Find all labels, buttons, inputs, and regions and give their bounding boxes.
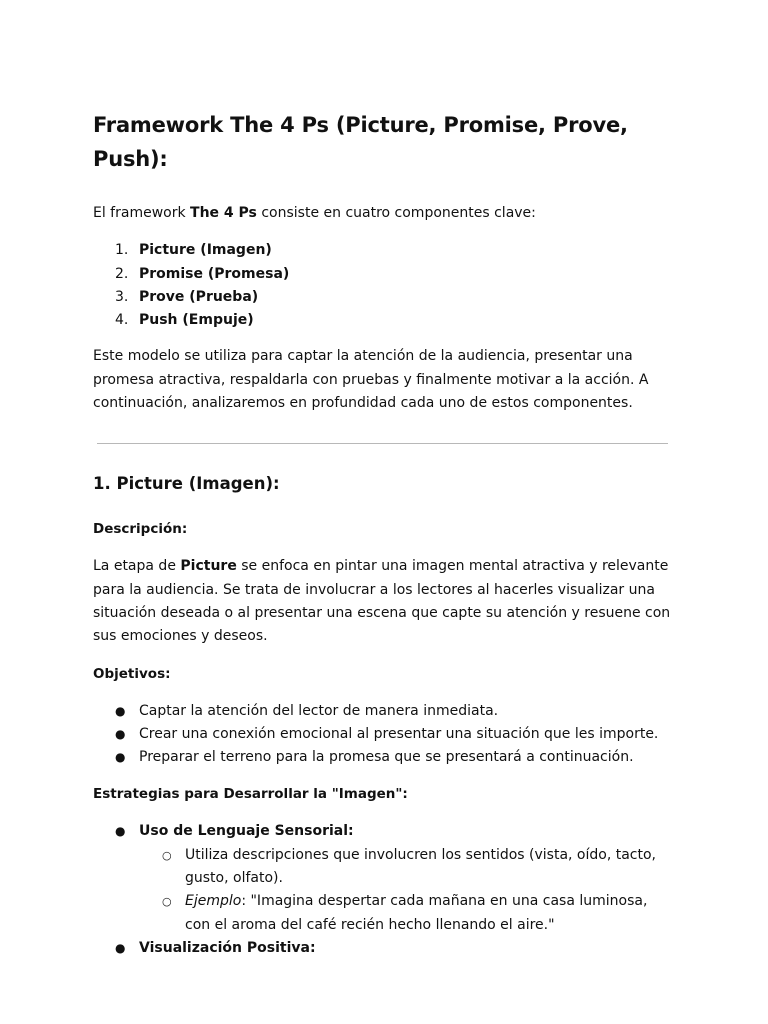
components-list: [93, 239, 672, 332]
component-label: Picture (Imagen): [139, 242, 272, 259]
section-heading: 1. Picture (Imagen):: [93, 474, 280, 494]
component-number: 1.: [115, 242, 129, 259]
component-item: [93, 286, 672, 309]
bullet-icon: ●: [115, 726, 126, 741]
strategy-label: Visualización Positiva:: [139, 939, 316, 956]
description-suffix: se enfoca en pintar una imagen mental atractiva y relevante para la audiencia. Se trata de involucrar a los lectores al hacerles visualizar una situación deseada o al presentar una escena que capte su atención y resuene con sus emociones y deseos.: [93, 558, 671, 645]
subitem-text: Utiliza descripciones que involucren los sentidos (vista, oído, tacto, gusto, olfato).: [185, 846, 657, 887]
component-label: Prove (Prueba): [139, 288, 259, 305]
strategy-label: Uso de Lenguaje Sensorial:: [139, 823, 354, 840]
bullet-icon: ●: [115, 750, 126, 765]
document-title: Framework The 4 Ps (Picture, Promise, Prove, Push):: [93, 113, 628, 171]
strategies-label: Estrategias para Desarrollar la "Imagen":: [93, 786, 408, 803]
objective-item: [93, 723, 672, 746]
intro-suffix: consiste en cuatro componentes clave:: [256, 205, 536, 221]
component-number: 2.: [115, 265, 129, 282]
subitem-text: : "Imagina despertar cada mañana en una casa luminosa, con el aroma del café recién hecho llenando el aire.": [185, 893, 648, 933]
objective-text: Crear una conexión emocional al presentar una situación que les importe.: [139, 725, 659, 742]
strategy-subitem: [139, 844, 672, 891]
strategy-sublist: [139, 844, 672, 937]
description-paragraph: [93, 555, 672, 648]
summary-paragraph: Este modelo se utiliza para captar la atención de la audiencia, presentar una promesa atractiva, respaldarla con pruebas y finalmente motivar a la acción. A continuación, analizaremos en profundidad cada uno de estos componentes.: [93, 348, 649, 412]
strategies-list: [93, 820, 672, 960]
objective-item: [93, 700, 672, 723]
intro-paragraph: [93, 202, 672, 225]
strategy-subitem: [139, 890, 672, 937]
component-label: Promise (Promesa): [139, 265, 290, 282]
section-divider: [97, 443, 668, 444]
component-number: 4.: [115, 312, 129, 329]
description-bold: Picture: [180, 558, 237, 575]
component-number: 3.: [115, 288, 129, 305]
description-prefix: La etapa de: [93, 558, 181, 575]
strategy-item: [93, 937, 672, 960]
intro-bold: The 4 Ps: [190, 205, 257, 221]
objective-text: Preparar el terreno para la promesa que se presentará a continuación.: [139, 749, 634, 766]
component-item: [93, 239, 672, 262]
objectives-label: Objetivos:: [93, 665, 171, 682]
bullet-icon: ●: [115, 824, 126, 839]
circle-bullet-icon: ○: [162, 848, 172, 862]
circle-bullet-icon: ○: [162, 895, 172, 909]
description-label: Descripción:: [93, 521, 188, 538]
objectives-list: [93, 700, 672, 770]
bullet-icon: ●: [115, 940, 126, 955]
objective-text: Captar la atención del lector de manera inmediata.: [139, 702, 499, 719]
example-label: Ejemplo: [185, 893, 242, 910]
intro-prefix: El framework: [93, 205, 191, 221]
component-item: [93, 263, 672, 286]
strategy-item: [93, 820, 672, 936]
bullet-icon: ●: [115, 703, 126, 718]
component-label: Push (Empuje): [139, 312, 254, 329]
component-item: [93, 309, 672, 332]
objective-item: [93, 746, 672, 769]
